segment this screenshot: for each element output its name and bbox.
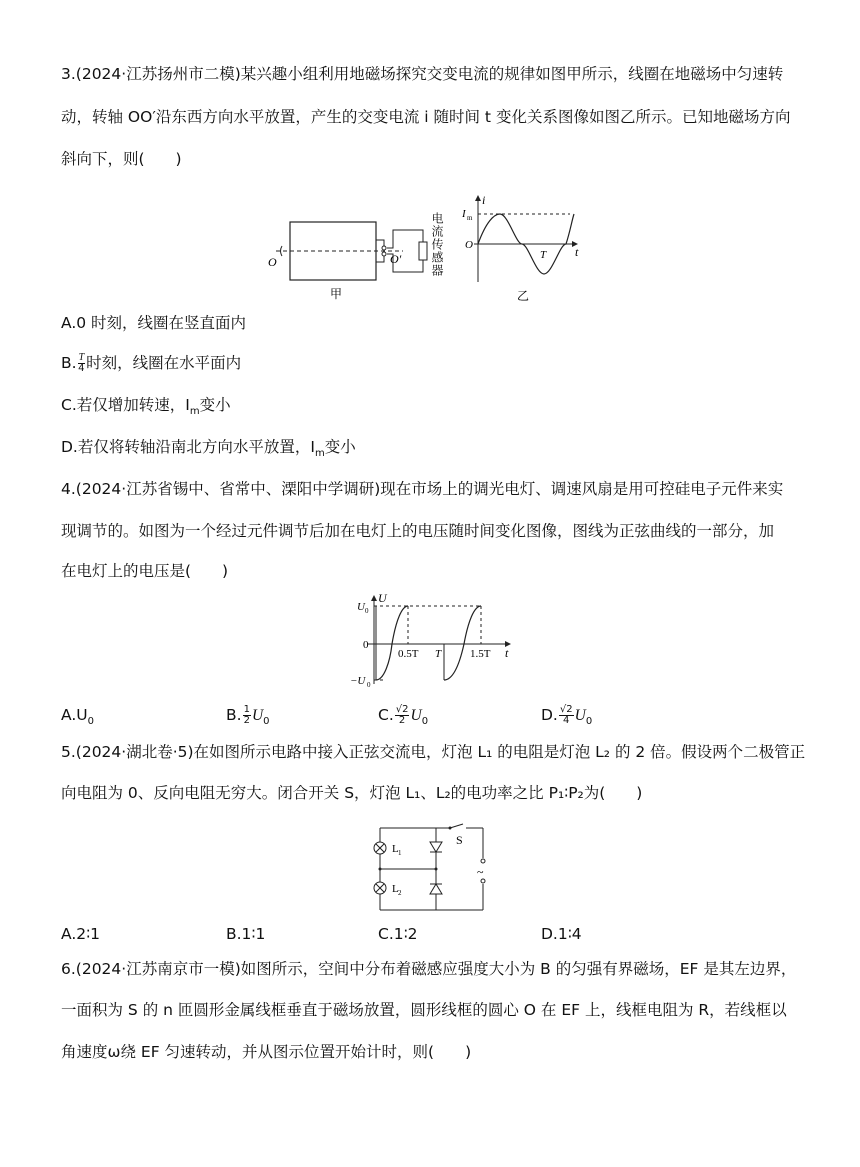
q4-label-neg-U0-sub: 0 bbox=[367, 681, 371, 689]
q6-text-line3: 角速度ω绕 EF 匀速转动，并从图示位置开始计时，则( ) bbox=[61, 1043, 472, 1061]
q3-label-Im-sub: m bbox=[467, 214, 473, 222]
q3-option-c: C.若仅增加转速，$I_m$变小 bbox=[61, 396, 231, 418]
q4-axis-U: U bbox=[378, 592, 387, 605]
q4-option-a: $A.U_0$ bbox=[61, 706, 94, 728]
q3-caption-jia: 甲 bbox=[330, 287, 343, 301]
q4-option-b: B. $\frac{1}{2}$ $U_0$ bbox=[226, 704, 270, 728]
q4-tick-one-half-T: 1.5T bbox=[470, 648, 491, 660]
q4-option-d: D. $\frac{√2}{4}$ $U_0$ bbox=[541, 704, 593, 728]
q3-text-line3: 斜向下，则( ) bbox=[61, 150, 182, 168]
q3-label-O: O bbox=[268, 255, 277, 269]
q5-text-line1: 5.(2024·湖北卷·5)在如图所示电路中接入正弦交流电，灯泡 L₁ 的电阻是灯泡 L₂ 的 2 倍。假设两个二极管正 bbox=[61, 743, 806, 761]
q5-figure-circuit bbox=[368, 822, 498, 918]
q5-text-line2: 向电阻为 0、反向电阻无穷大。闭合开关 S，灯泡 L₁、L₂的电功率之比 P₁∶P₂为( ) bbox=[61, 784, 643, 802]
q4-label-U0: U bbox=[357, 601, 365, 613]
q4-text-line1: 4.(2024·江苏省锡中、省常中、溧阳中学调研)现在市场上的调光电灯、调速风扇是用可控硅电子元件来实 bbox=[61, 480, 784, 498]
q3-option-a: A.0 时刻，线圈在竖直面内 bbox=[61, 314, 247, 332]
q4-label-zero: 0 bbox=[363, 639, 369, 651]
q3-option-d: D.若仅将转轴沿南北方向水平放置，$I_m$变小 bbox=[61, 438, 356, 460]
q4-label-U0-sub: 0 bbox=[365, 607, 369, 615]
q3-axis-t: t bbox=[575, 245, 579, 259]
q3-label-T: T bbox=[540, 249, 547, 261]
q3-text-line2: 动，转轴 OO′沿东西方向水平放置，产生的交变电流 i 随时间 t 变化关系图像如图乙所示。已知地磁场方向 bbox=[61, 108, 791, 126]
q3-label-O-prime: O′ bbox=[390, 252, 402, 266]
q3-label-O-origin: O bbox=[465, 239, 473, 251]
q3-caption-yi: 乙 bbox=[517, 289, 530, 302]
q4-label-neg-U0: −U bbox=[350, 675, 366, 687]
q3-sensor-label: 电流传感器 bbox=[430, 212, 444, 277]
q3-option-b: B. $\frac{T}{4}$ 时刻，线圈在水平面内 bbox=[61, 352, 242, 374]
q6-text-line2: 一面积为 S 的 n 匝圆形金属线框垂直于磁场放置，圆形线框的圆心 O 在 EF 上，线框电阻为 R，若线框以 bbox=[61, 1001, 787, 1019]
q5-label-L1: L bbox=[392, 843, 399, 855]
q4-text-line2: 现调节的。如图为一个经过元件调节后加在电灯上的电压随时间变化图像，图线为正弦曲线的一部分，加 bbox=[61, 522, 775, 540]
q6-text-line1: 6.(2024·江苏南京市一模)如图所示，空间中分布着磁感应强度大小为 B 的匀强有界磁场，EF 是其左边界， bbox=[61, 960, 797, 978]
q5-option-a: A.2∶1 bbox=[61, 925, 101, 943]
q5-ac-source: ~ bbox=[477, 865, 484, 879]
q5-option-b: B.1∶1 bbox=[226, 925, 266, 943]
q4-text-line3: 在电灯上的电压是( ) bbox=[61, 562, 229, 580]
q3-figure-current-graph bbox=[460, 192, 590, 302]
q4-tick-T: T bbox=[435, 648, 442, 660]
q5-label-L2: L bbox=[392, 883, 399, 895]
q4-tick-half-T: 0.5T bbox=[398, 648, 419, 660]
q3-axis-i: i bbox=[482, 193, 486, 207]
q5-label-S: S bbox=[456, 833, 463, 847]
q5-option-c: C.1∶2 bbox=[378, 925, 418, 943]
q3-label-Im: I bbox=[462, 208, 466, 220]
q5-option-d: D.1∶4 bbox=[541, 925, 582, 943]
q5-label-L2-sub: 2 bbox=[398, 889, 402, 897]
q4-axis-t: t bbox=[505, 646, 509, 660]
q4-option-c: C. $\frac{√2}{2}$ $U_0$ bbox=[378, 704, 429, 728]
q3-text-line1: 3.(2024·江苏扬州市二模)某兴趣小组利用地磁场探究交变电流的规律如图甲所示，线圈在地磁场中匀速转 bbox=[61, 65, 784, 83]
q4-figure-voltage-graph bbox=[346, 592, 521, 692]
q5-label-L1-sub: 1 bbox=[398, 849, 402, 857]
